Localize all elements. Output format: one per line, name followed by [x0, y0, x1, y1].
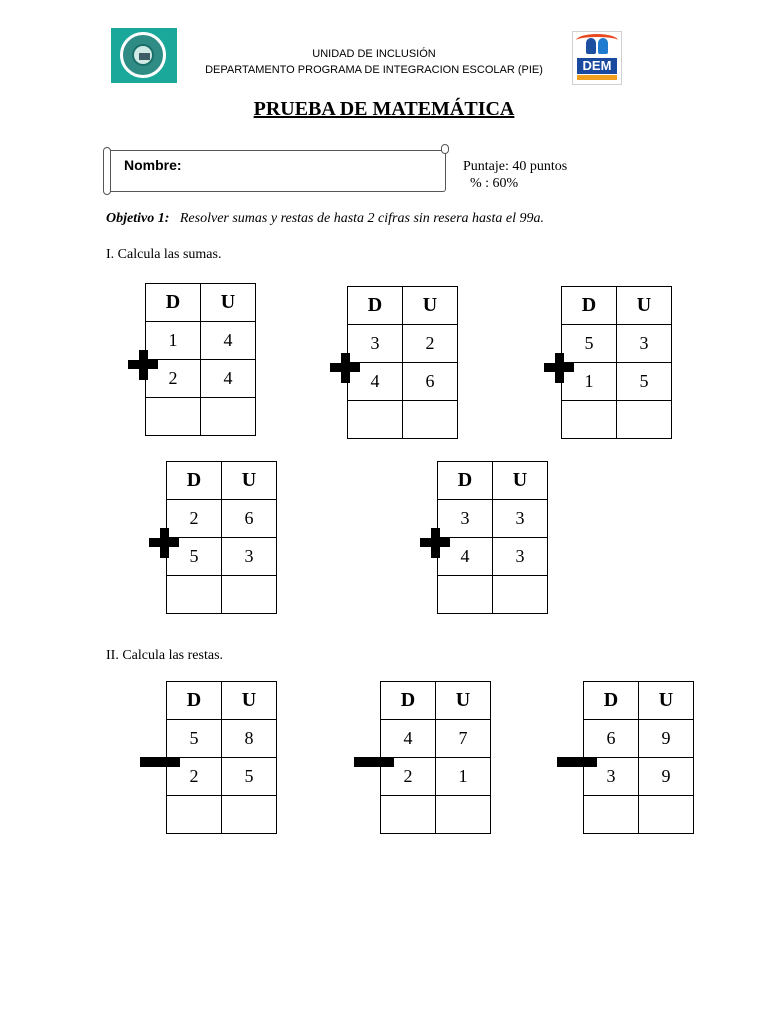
- minus-sign-icon: [140, 757, 180, 767]
- header-cell: D: [146, 284, 201, 322]
- section-sums-title: I. Calcula las sumas.: [106, 247, 222, 262]
- digit-cell: 3: [438, 500, 493, 538]
- digit-cell: 7: [436, 720, 491, 758]
- digit-cell: 3: [222, 538, 277, 576]
- page-title: PRUEBA DE MATEMÁTICA: [253, 98, 515, 120]
- header-cell: U: [493, 462, 548, 500]
- sum-exercise-1: [145, 283, 256, 436]
- sum-exercise-2: [347, 286, 458, 439]
- percent-text: % : 60%: [470, 176, 519, 191]
- header-unit: UNIDAD DE INCLUSIÓN: [312, 48, 436, 60]
- digit-cell: 2: [167, 500, 222, 538]
- header-cell: D: [438, 462, 493, 500]
- digit-cell: 6: [403, 363, 458, 401]
- digit-cell: 1: [436, 758, 491, 796]
- header-cell: U: [639, 682, 694, 720]
- dem-logo-text: DEM: [577, 58, 617, 74]
- digit-cell: 2: [146, 360, 201, 398]
- answer-cell[interactable]: [617, 401, 672, 439]
- header-cell: U: [617, 287, 672, 325]
- plus-sign-icon: [160, 528, 169, 558]
- answer-cell[interactable]: [493, 576, 548, 614]
- answer-cell[interactable]: [381, 796, 436, 834]
- digit-cell: 3: [348, 325, 403, 363]
- section-subtractions-title: II. Calcula las restas.: [106, 648, 224, 663]
- digit-cell: 6: [222, 500, 277, 538]
- plus-sign-icon: [139, 350, 148, 380]
- answer-cell[interactable]: [562, 401, 617, 439]
- answer-cell[interactable]: [146, 398, 201, 436]
- digit-cell: 3: [584, 758, 639, 796]
- name-field-box[interactable]: [106, 150, 446, 192]
- objective: [106, 211, 544, 227]
- header-cell: D: [381, 682, 436, 720]
- minus-sign-icon: [354, 757, 394, 767]
- header-cell: D: [167, 462, 222, 500]
- header-cell: U: [201, 284, 256, 322]
- answer-cell[interactable]: [584, 796, 639, 834]
- subtraction-exercise-2: [380, 681, 491, 834]
- subtraction-exercise-3: [583, 681, 694, 834]
- digit-cell: 4: [201, 360, 256, 398]
- sum-exercise-5: [437, 461, 548, 614]
- answer-cell[interactable]: [348, 401, 403, 439]
- objective-text: Resolver sumas y restas de hasta 2 cifras sin resera hasta el 99a.: [179, 211, 544, 226]
- digit-cell: 8: [222, 720, 277, 758]
- sum-exercise-3: [561, 286, 672, 439]
- digit-cell: 9: [639, 758, 694, 796]
- minus-sign-icon: [557, 757, 597, 767]
- plus-sign-icon: [431, 528, 440, 558]
- answer-cell[interactable]: [222, 576, 277, 614]
- digit-cell: 9: [639, 720, 694, 758]
- answer-cell[interactable]: [201, 398, 256, 436]
- header-cell: D: [348, 287, 403, 325]
- digit-cell: 3: [493, 538, 548, 576]
- subtraction-exercise-1: [166, 681, 277, 834]
- digit-cell: 4: [438, 538, 493, 576]
- header-cell: U: [222, 682, 277, 720]
- header-cell: U: [222, 462, 277, 500]
- header-cell: D: [167, 682, 222, 720]
- sum-exercise-4: [166, 461, 277, 614]
- answer-cell[interactable]: [438, 576, 493, 614]
- header-cell: D: [584, 682, 639, 720]
- school-logo: [111, 28, 177, 83]
- digit-cell: 2: [403, 325, 458, 363]
- header-cell: U: [436, 682, 491, 720]
- header-cell: D: [562, 287, 617, 325]
- answer-cell[interactable]: [167, 576, 222, 614]
- header-department: DEPARTAMENTO PROGRAMA DE INTEGRACION ESCOLAR (PIE): [205, 64, 543, 76]
- answer-cell[interactable]: [436, 796, 491, 834]
- digit-cell: 5: [562, 325, 617, 363]
- digit-cell: 3: [617, 325, 672, 363]
- digit-cell: 5: [617, 363, 672, 401]
- answer-cell[interactable]: [222, 796, 277, 834]
- plus-sign-icon: [341, 353, 350, 383]
- digit-cell: 2: [381, 758, 436, 796]
- dem-logo: [572, 31, 622, 85]
- plus-sign-icon: [555, 353, 564, 383]
- digit-cell: 3: [493, 500, 548, 538]
- answer-cell[interactable]: [167, 796, 222, 834]
- digit-cell: 4: [381, 720, 436, 758]
- digit-cell: 5: [222, 758, 277, 796]
- digit-cell: 4: [201, 322, 256, 360]
- digit-cell: 1: [562, 363, 617, 401]
- answer-cell[interactable]: [403, 401, 458, 439]
- name-label: Nombre:: [124, 157, 182, 173]
- score-text: Puntaje: 40 puntos: [463, 159, 568, 174]
- answer-cell[interactable]: [639, 796, 694, 834]
- objective-label: Objetivo 1:: [106, 211, 170, 226]
- digit-cell: 5: [167, 720, 222, 758]
- digit-cell: 6: [584, 720, 639, 758]
- digit-cell: 4: [348, 363, 403, 401]
- digit-cell: 1: [146, 322, 201, 360]
- header-cell: U: [403, 287, 458, 325]
- digit-cell: 2: [167, 758, 222, 796]
- digit-cell: 5: [167, 538, 222, 576]
